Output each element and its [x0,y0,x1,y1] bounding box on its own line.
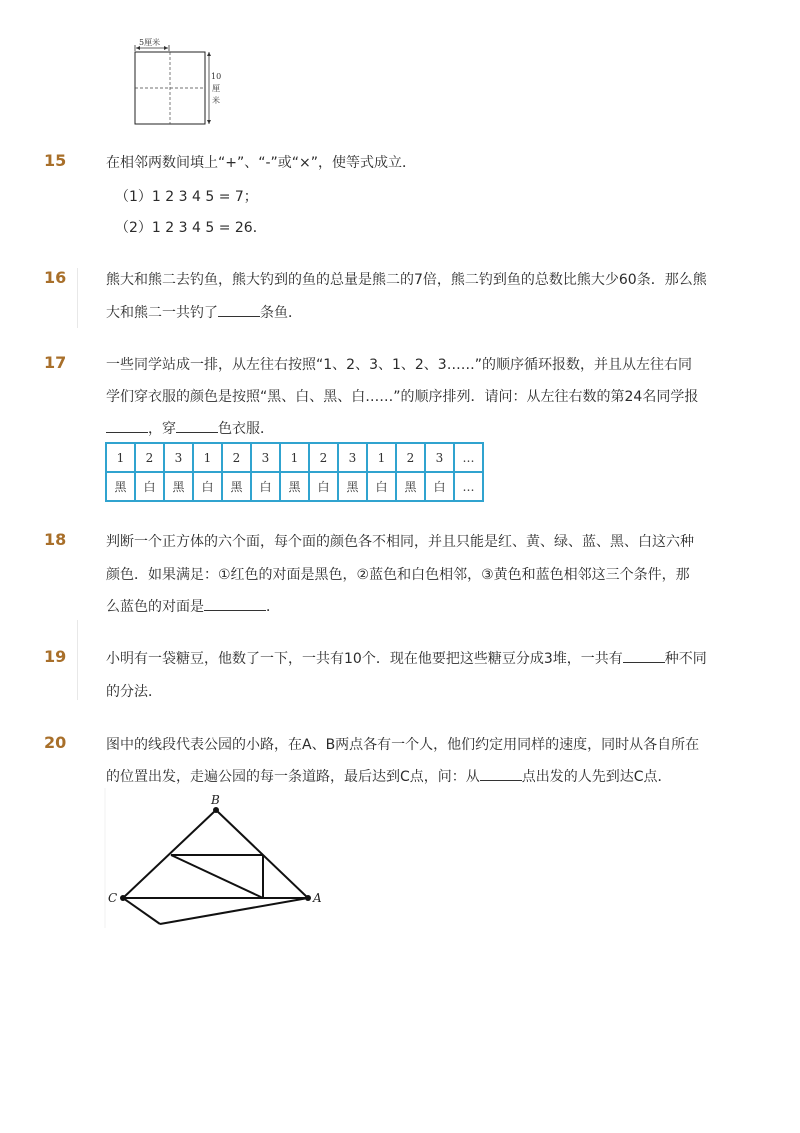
q17-text-b: 色衣服． [218,421,274,437]
table-cell: 2 [222,443,251,472]
q16-line-2 [106,302,302,322]
q19-line-1 [106,648,707,668]
q15-line-3: （2）1 2 3 4 5 = 26． [115,220,267,236]
q18-line-3 [106,596,280,616]
rectangle-figure [128,36,228,130]
sequence-table [105,442,484,502]
q15-line-1: 在相邻两数间填上“+”、“-”或“×”，使等式成立． [106,155,417,171]
answer-blank [176,420,218,433]
table-row [106,472,483,501]
table-cell: 白 [367,472,396,501]
park-paths-figure [100,788,340,933]
width-label: 5厘米 [139,38,161,47]
answer-blank [106,420,148,433]
table-cell: 3 [425,443,454,472]
margin-rule-19 [77,620,78,700]
label-c: C [108,891,118,905]
table-cell: 1 [106,443,135,472]
table-cell: 1 [280,443,309,472]
q18-text-b: ． [266,599,280,615]
question-number-19: 19 [44,647,67,666]
table-cell: 黑 [280,472,309,501]
height-label-unit1: 厘 [212,84,220,93]
question-number-18: 18 [44,530,67,549]
q16-text-b: 条鱼． [260,305,302,321]
height-label-num: 10 [211,72,222,81]
point-b [213,807,219,813]
table-cell: 黑 [164,472,193,501]
q17-line-3 [106,418,274,438]
point-c [120,895,126,901]
table-cell: 白 [425,472,454,501]
question-number-15: 15 [44,151,67,170]
answer-blank [623,650,665,663]
answer-blank [218,304,260,317]
table-cell: 3 [251,443,280,472]
table-cell: 2 [396,443,425,472]
table-cell: 2 [309,443,338,472]
q17-text-a: ，穿 [148,421,176,437]
q19-line-2: 的分法． [106,684,162,700]
table-cell: 1 [193,443,222,472]
q18-line-1: 判断一个正方体的六个面，每个面的颜色各不相同，并且只能是红、黄、绿、蓝、黑、白这六种 [106,534,694,550]
table-cell: … [454,472,483,501]
label-b: B [211,793,220,807]
table-cell: 白 [309,472,338,501]
table-cell: … [454,443,483,472]
table-cell: 白 [251,472,280,501]
question-number-20: 20 [44,733,67,752]
table-cell: 1 [367,443,396,472]
table-cell: 2 [135,443,164,472]
height-label-unit2: 米 [212,96,220,105]
q16-line-1: 熊大和熊二去钓鱼，熊大钓到的鱼的总量是熊二的7倍，熊二钓到鱼的总数比熊大少60条．那么熊 [106,272,707,288]
question-number-16: 16 [44,268,67,287]
table-cell: 3 [338,443,367,472]
table-cell: 白 [135,472,164,501]
q17-line-1: 一些同学站成一排，从左往右按照“1、2、3、1、2、3……”的顺序循环报数，并且从左往右同 [106,357,692,373]
label-a: A [313,891,322,905]
q15-line-2: （1）1 2 3 4 5 = 7； [115,189,258,205]
table-cell: 黑 [396,472,425,501]
q20-line-2 [106,766,672,786]
table-cell: 黑 [222,472,251,501]
q20-line-1: 图中的线段代表公园的小路，在A、B两点各有一个人，他们约定用同样的速度，同时从各自所在 [106,737,700,753]
question-number-17: 17 [44,353,67,372]
table-cell: 黑 [338,472,367,501]
margin-rule-16 [77,268,78,328]
table-cell: 3 [164,443,193,472]
table-row [106,443,483,472]
q20-text-b: 点出发的人先到达C点． [521,769,672,785]
answer-blank [480,768,522,781]
q20-text-a: 的位置出发，走遍公园的每一条道路，最后达到C点，问：从 [106,769,480,785]
q19-text-a: 小明有一袋糖豆，他数了一下，一共有10个．现在他要把这些糖豆分成3堆，一共有 [106,651,623,667]
q18-line-2: 颜色．如果满足：①红色的对面是黑色，②蓝色和白色相邻，③黄色和蓝色相邻这三个条件，那 [106,567,690,583]
point-a [305,895,311,901]
table-cell: 黑 [106,472,135,501]
table-cell: 白 [193,472,222,501]
q17-line-2: 学们穿衣服的颜色是按照“黑、白、黑、白……”的顺序排列．请问：从左往右数的第24名同学报 [106,389,699,405]
q19-text-b: 种不同 [664,651,707,667]
q16-text-a: 大和熊二一共钓了 [106,305,218,321]
answer-blank [204,598,266,611]
q18-text-a: 么蓝色的对面是 [106,599,204,615]
